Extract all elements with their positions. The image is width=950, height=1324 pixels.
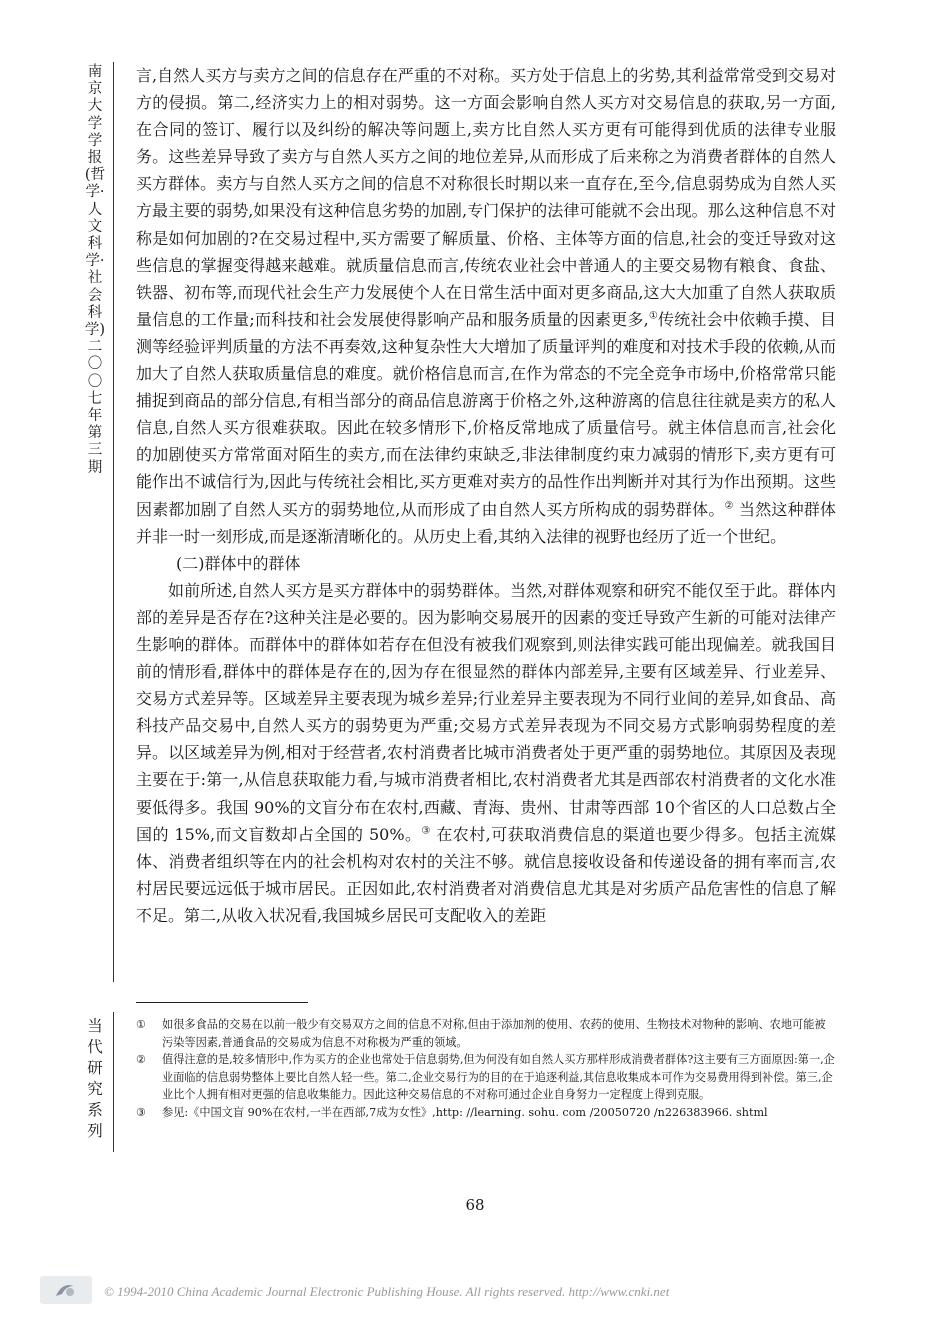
footnote-number: ① <box>136 1018 147 1031</box>
copyright-notice: © 1994-2010 China Academic Journal Electronic Publishing House. All rights reserved. http://www.cnki.net <box>104 1284 670 1299</box>
body-text-segment: 当然这种群体并非一时一刻形成,而是逐渐清晰化的。从历史上看,其纳入法律的视野也经历了近一个世纪。 <box>136 499 836 546</box>
footnote-ref-3[interactable]: ③ <box>421 825 431 837</box>
body-paragraph-1 <box>136 62 836 550</box>
journal-title-vertical: 南京大学学报(哲学·人文科学·社会科学)二〇〇七年第三期 <box>84 64 106 476</box>
cnki-logo-icon <box>40 1276 92 1304</box>
body-text-segment: 如前所述,自然人买方是买方群体中的弱势群体。当然,对群体观察和研究不能仅至于此。群体内部的差异是否存在?这种关注是必要的。因为影响交易展开的因素的变迁导致产生新的可能对法律产生影响的群体。而群体中的群体如若存在但没有被我们观察到,则法律实践可能出现偏差。就我国目前的情形看,群体中的群体是存在的,因为存在很显然的群体内部差异,主要有区域差异、行业差异、交易方式差异等。区域差异主要表现为城乡差异;行业差异主要表现为不同行业间的差异,如食品、高科技产品交易中,自然人买方的弱势更为严重;交易方式差异表现为不同交易方式影响弱势程度的差异。以区域差异为例,相对于经营者,农村消费者比城市消费者处于更严重的弱势地位。其原因及表现主要在于:第一,从信息获取能力看,与城市消费者相比,农村消费者尤其是西部农村消费者的文化水准要低得多。我国 90%的文盲分布在农村,西藏、青海、贵州、甘肃等西部 10个省区的人口总数占全国的 15%,而文盲数却占全国的 50%。 <box>136 580 836 844</box>
footnote-ref-1[interactable]: ① <box>648 310 659 322</box>
series-title-vertical: 当代研究系列 <box>87 1017 103 1140</box>
body-text-segment: 传统社会中依赖手摸、目测等经验评判质量的方法不再奏效,这种复杂性大大增加了质量评判的难度和对技术手段的依赖,从而加大了自然人获取质量信息的难度。就价格信息而言,在作为常态的不完全竞争市场中,价格常常只能捕捉到商品的部分信息,有相当部分的商品信息游离于价格之外,这种游离的信息往往就是卖方的私人信息,自然人买方很难获取。因此在较多情形下,价格反常地成了质量信号。就主体信息而言,社会化的加剧使买方常常面对陌生的卖方,而在法律约束缺乏,非法律制度约束力减弱的情形下,卖方更有可能作出不诚信行为,因此与传统社会相比,买方更难对卖方的品性作出判断并对其行为作出预期。这些因素都加剧了自然人买方的弱势地位,从而形成了由自然人买方所构成的弱势群体。 <box>136 309 836 519</box>
body-text-segment: 言,自然人买方与卖方之间的信息存在严重的不对称。买方处于信息上的劣势,其利益常常受到交易对方的侵损。第二,经济实力上的相对弱势。这一方面会影响自然人买方对交易信息的获取,另一方面,在合同的签订、履行以及纠纷的解决等问题上,卖方比自然人买方更有可能得到优质的法律专业服务。这些差异导致了卖方与自然人买方之间的地位差异,从而形成了后来称之为消费者群体的自然人买方群体。卖方与自然人买方之间的信息不对称很长时期以来一直存在,至今,信息弱势成为自然人买方最主要的弱势,如果没有这种信息劣势的加剧,专门保护的法律可能就不会出现。那么这种信息不对称是如何加剧的?在交易过程中,买方需要了解质量、价格、主体等方面的信息,社会的变迁导致对这些信息的掌握变得越来越难。就质量信息而言,传统农业社会中普通人的主要交易物有粮食、食盐、铁器、初布等,而现代社会生产力发展使个人在日常生活中面对更多商品,这大大加重了自然人获取质量信息的工作量;而科技和社会发展使得影响产品和服务质量的因素更多, <box>136 66 836 329</box>
body-paragraph-2 <box>136 577 836 929</box>
footnote-text: 值得注意的是,较多情形中,作为买方的企业也常处于信息弱势,但为何没有如自然人买方那样形成消费者群体?这主要有三方面原因:第一,企业面临的信息弱势整体上要比自然人轻一些。第二,企业交易行为的目的在于追逐利益,其信息收集成本可作为交易费用得到补偿。第三,企业比个人拥有相对更强的信息收集能力。因此这种交易信息的不对称可通过企业自身努力一定程度上得到克服。 <box>162 1053 835 1102</box>
footnote-text: 如很多食品的交易在以前一般少有交易双方之间的信息不对称,但由于添加剂的使用、农药的使用、生物技术对物种的影响、农地可能被污染等因素,普通食品的交易成为信息不对称极为严重的领域。 <box>162 1018 826 1049</box>
footnote-2 <box>136 1051 836 1104</box>
footnote-ref-2[interactable]: ② <box>724 500 734 512</box>
page-number: 68 <box>465 1196 485 1214</box>
footnote-separator <box>136 1002 308 1003</box>
footnote-3 <box>136 1104 836 1122</box>
main-body <box>136 62 836 929</box>
footnote-text[interactable]: 参见:《中国文盲 90%在农村,一半在西部,7成为女性》,http: //learning. sohu. com /20050720 /n226383966. shtml <box>162 1105 768 1119</box>
section-heading: (二)群体中的群体 <box>176 553 301 573</box>
footnote-number: ② <box>136 1053 147 1067</box>
sidebar-divider-lower <box>113 1012 114 1152</box>
footnotes <box>136 1016 836 1122</box>
footnote-1 <box>136 1016 836 1051</box>
body-text-segment: 在农村,可获取消费信息的渠道也要少得多。包括主流媒体、消费者组织等在内的社会机构对农村的关注不够。就信息接收设备和传递设备的拥有率而言,农村居民要远远低于城市居民。正因如此,农村消费者对消费信息尤其是对劣质产品危害性的信息了解不足。第二,从收入状况看,我国城乡居民可支配收入的差距 <box>136 824 836 925</box>
footnote-number: ③ <box>136 1105 147 1119</box>
sidebar-divider <box>113 62 114 982</box>
